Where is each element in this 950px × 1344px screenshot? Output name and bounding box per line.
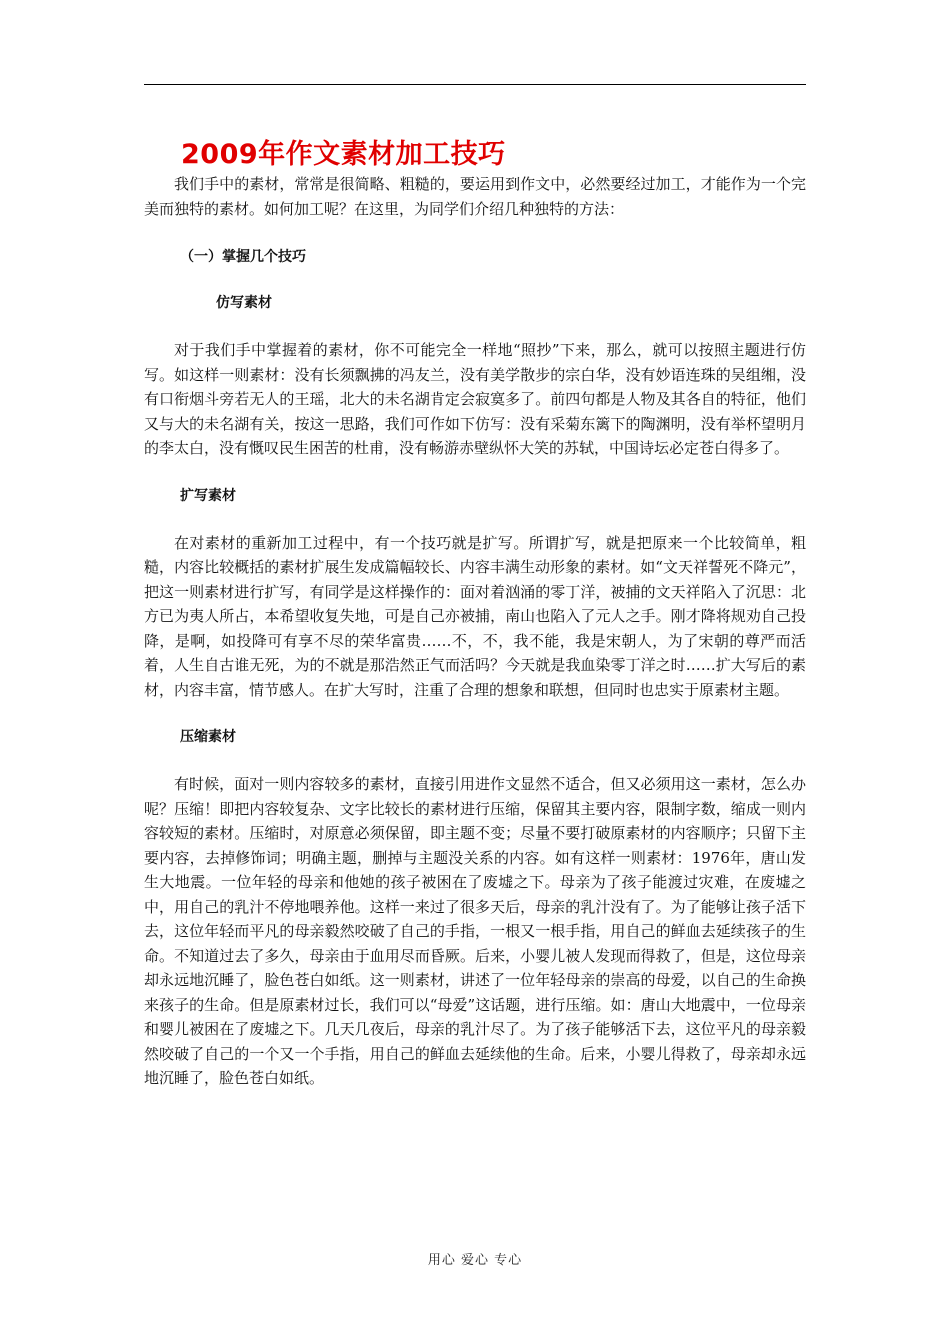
page-footer: 用心 爱心 专心 bbox=[427, 1253, 523, 1268]
intro-paragraph: 我们手中的素材，常常是很简略、粗糙的，要运用到作文中，必然要经过加工，才能作为一个完美而独特的素材。如何加工呢？在这里，为同学们介绍几种独特的方法： bbox=[144, 175, 806, 218]
section-heading: （一）掌握几个技巧 bbox=[180, 249, 306, 265]
subsection-heading-expand: 扩写素材 bbox=[180, 487, 236, 504]
subsection-heading-compress: 压缩素材 bbox=[180, 729, 236, 745]
subsection-body-imitate: 对于我们手中掌握着的素材，你不可能完全一样地“照抄”下来，那么，就可以按照主题进行仿写。如这样一则素材：没有长须飘拂的冯友兰，没有美学散步的宗白华，没有妙语连珠的吴组缃，没有口衔烟斗旁若无人的王瑶，北大的未名湖肯定会寂寞多了。前四句都是人物及其各自的特征，他们又与大的未名湖有关，按这一思路，我们可作如下仿写：没有采菊东篱下的陶渊明，没有举杯望明月的李太白，没有慨叹民生困苦的杜甫，没有畅游赤壁纵怀大笑的苏轼，中国诗坛必定苍白得多了。 bbox=[144, 341, 806, 457]
document-title: 2009年作文素材加工技巧 bbox=[181, 139, 506, 170]
document-body bbox=[144, 172, 806, 1091]
header-rule bbox=[144, 84, 806, 85]
subsection-heading-imitate: 仿写素材 bbox=[216, 295, 272, 311]
subsection-body-expand: 在对素材的重新加工过程中，有一个技巧就是扩写。所谓扩写，就是把原来一个比较简单，粗糙，内容比较概括的素材扩展生发成篇幅较长、内容丰满生动形象的素材。如“文天祥誓死不降元”，把这一则素材进行扩写，有同学是这样操作的：面对着汹涌的零丁洋，被捕的文天祥陷入了沉思：北方已为夷人所占，本希望收复失地，可是自己亦被捕，南山也陷入了元人之手。刚才降将规劝自己投降，是啊，如投降可有享不尽的荣华富贵……不，不，我不能，我是宋朝人，为了宋朝的尊严而活着，人生自古谁无死，为的不就是那浩然正气而活吗？今天就是我血染零丁洋之时……扩大写后的素材，内容丰富，情节感人。在扩大写时，注重了合理的想象和联想，但同时也忠实于原素材主题。 bbox=[144, 533, 806, 699]
subsection-body-compress: 有时候，面对一则内容较多的素材，直接引用进作文显然不适合，但又必须用这一素材，怎么办呢？压缩！即把内容较复杂、文字比较长的素材进行压缩，保留其主要内容，限制字数，缩成一则内容较短的素材。压缩时，对原意必须保留，即主题不变；尽量不要打破原素材的内容顺序；只留下主要内容，去掉修饰词；明确主题，删掉与主题没关系的内容。如有这样一则素材：1976年，唐山发生大地震。一位年轻的母亲和他她的孩子被困在了废墟之下。母亲为了孩子能渡过灾难，在废墟之中，用自己的乳汁不停地喂养他。这样一来过了很多天后，母亲的乳汁没有了。为了能够让孩子活下去，这位年轻而平凡的母亲毅然咬破了自己的手指，一根又一根手指，用自己的鲜血去延续孩子的生命。不知道过去了多久，母亲由于血用尽而昏厥。后来，小婴儿被人发现而得救了，但是，这位母亲却永远地沉睡了，脸色苍白如纸。这一则素材，讲述了一位年轻母亲的崇高的母爱，以自己的生命换来孩子的生命。但是原素材过长，我们可以“母爱”这话题，进行压缩。如：唐山大地震中，一位母亲和婴儿被困在了废墟之下。几天几夜后，母亲的乳汁尽了。为了孩子能够活下去，这位平凡的母亲毅然咬破了自己的一个又一个手指，用自己的鲜血去延续他的生命。后来，小婴儿得救了，母亲却永远地沉睡了，脸色苍白如纸。 bbox=[144, 775, 806, 1087]
